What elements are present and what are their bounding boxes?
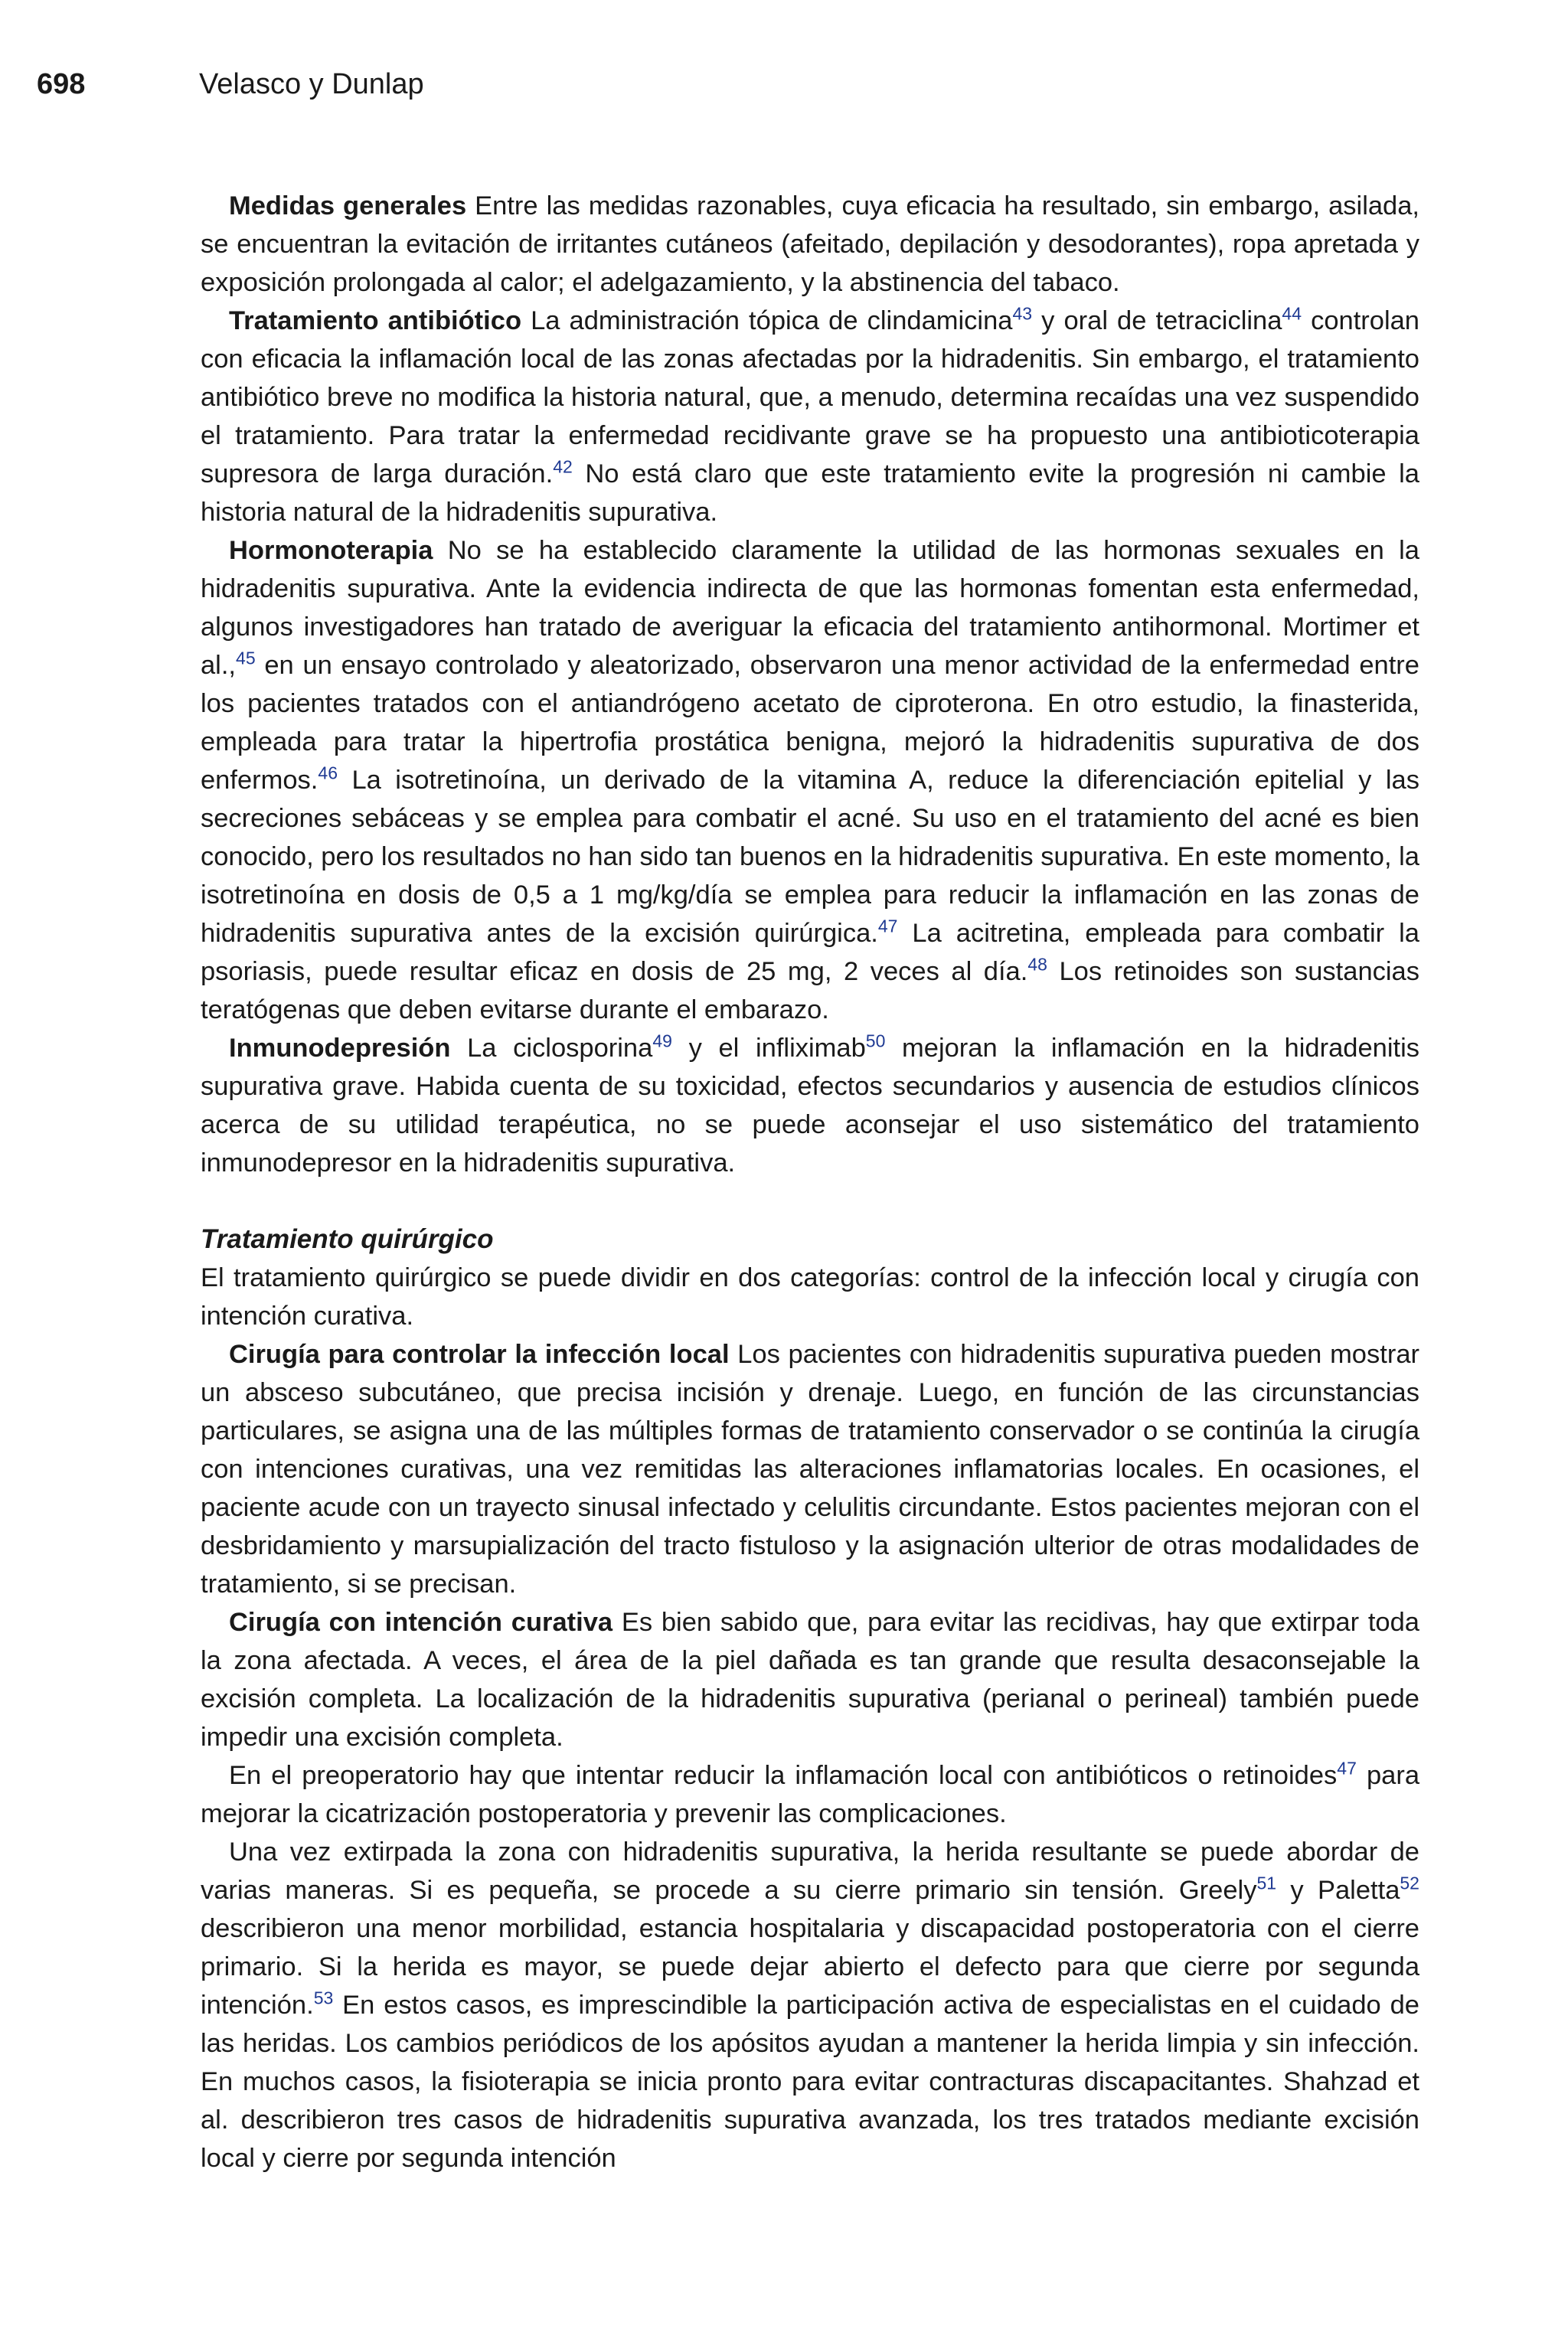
paragraph-text: y oral de tetraciclina [1032, 306, 1282, 335]
reference-link[interactable]: 50 [865, 1031, 886, 1051]
reference-link[interactable]: 44 [1282, 303, 1302, 324]
article-body [201, 187, 1419, 2177]
reference-link[interactable]: 47 [877, 916, 898, 936]
paragraph-text: La acitretina, empleada para combatir la psoriasis, puede resultar eficaz en dosis de 25 mg, 2 veces al día. [201, 919, 1419, 986]
paragraph-text: Los retinoides son sustancias teratógenas que deben evitarse durante el embarazo. [201, 957, 1419, 1024]
paragraph-text: Los pacientes con hidradenitis supurativa pueden mostrar un absceso subcutáneo, que precisa incisión y drenaje. Luego, en función de las circunstancias particulares, se asigna una de las múltiples formas de tratamiento conservador o se continúa la cirugía con intenciones curativas, una vez remitidas las alteraciones inflamatorias locales. En ocasiones, el paciente acude con un trayecto sinusal infectado y celulitis circundante. Estos pacientes mejoran con el desbridamiento y marsupialización del tracto fistuloso y la asignación ulterior de otras modalidades de tratamiento, si se precisan. [201, 1340, 1419, 1599]
reference-link[interactable]: 47 [1337, 1758, 1357, 1779]
paragraph-tratamiento-antibiotico [201, 302, 1419, 531]
reference-link[interactable]: 52 [1400, 1873, 1419, 1893]
reference-link[interactable]: 53 [313, 1988, 334, 2008]
paragraph-text: El tratamiento quirúrgico se puede dividir en dos categorías: control de la infección local y cirugía con intención curativa. [201, 1263, 1419, 1331]
page-number: 698 [37, 68, 86, 100]
paragraph-medidas-generales [201, 187, 1419, 302]
paragraph-intro-quirurgico [201, 1259, 1419, 1335]
run-in-heading: Inmunodepresión [229, 1034, 451, 1063]
run-in-heading: Medidas generales [229, 191, 467, 220]
paragraph-text: y Paletta [1276, 1876, 1400, 1905]
paragraph-text: La isotretinoína, un derivado de la vitamina A, reduce la diferenciación epitelial y las secreciones sebáceas y se emplea para combatir el acné. Su uso en el tratamiento del acné es bien conocido, pero los resultados no han sido tan buenos en la hidradenitis supurativa. En este momento, la isotretinoína en dosis de 0,5 a 1 mg/kg/día se emplea para reducir la inflamación en las zonas de hidradenitis supurativa antes de la excisión quirúrgica. [201, 766, 1419, 948]
running-head-authors: Velasco y Dunlap [199, 68, 424, 100]
paragraph-preoperatorio [201, 1756, 1419, 1833]
paragraph-text: Es bien sabido que, para evitar las recidivas, hay que extirpar toda la zona afectada. A veces, el área de la piel dañada es tan grande que resulta desaconsejable la excisión completa. La localización de la hidradenitis supurativa (perianal o perineal) también puede impedir una excisión completa. [201, 1608, 1419, 1752]
paragraph-text: No se ha establecido claramente la utilidad de las hormonas sexuales en la hidradenitis supurativa. Ante la evidencia indirecta de que las hormonas fomentan esta enfermedad, algunos investigadores han tratado de averiguar la eficacia del tratamiento antihormonal. Mortimer et al., [201, 536, 1419, 680]
paragraph-text: La ciclosporina [450, 1034, 653, 1063]
run-in-heading: Hormonoterapia [229, 536, 433, 565]
paragraph-cirugia-infeccion-local [201, 1335, 1419, 1603]
paragraph-text: en un ensayo controlado y aleatorizado, observaron una menor actividad de la enfermedad entre los pacientes tratados con el antiandrógeno acetato de ciproterona. En otro estudio, la finasterida, empleada para tratar la hipertrofia prostática benigna, mejoró la hidradenitis supurativa de dos enfermos. [201, 651, 1419, 795]
paragraph-text: y el infliximab [671, 1034, 866, 1063]
reference-link[interactable]: 48 [1027, 954, 1047, 975]
paragraph-inmunodepresion [201, 1029, 1419, 1182]
run-in-heading: Cirugía con intención curativa [229, 1608, 613, 1637]
paragraph-text: Una vez extirpada la zona con hidradenitis supurativa, la herida resultante se puede abordar de varias maneras. Si es pequeña, se procede a su cierre primario sin tensión. Greely [201, 1838, 1419, 1905]
paragraph-text: La administración tópica de clindamicina [521, 306, 1013, 335]
paragraph-herida-resultante [201, 1833, 1419, 2177]
paragraph-hormonoterapia [201, 531, 1419, 1029]
paragraph-text: En estos casos, es imprescindible la participación activa de especialistas en el cuidado de las heridas. Los cambios periódicos de los apósitos ayudan a mantener la herida limpia y sin infección. En muchos casos, la fisioterapia se inicia pronto para evitar contracturas discapacitantes. Shahzad et al. describieron tres casos de hidradenitis supurativa avanzada, los tres tratados mediante excisión local y cierre por segunda intención [201, 1991, 1419, 2173]
paragraph-text: controlan con eficacia la inflamación local de las zonas afectadas por la hidradenitis. Sin embargo, el tratamiento antibiótico breve no modifica la historia natural, que, a menudo, determina recaídas una vez suspendido el tratamiento. Para tratar la enfermedad recidivante grave se ha propuesto una antibioticoterapia supresora de larga duración. [201, 306, 1419, 488]
paragraph-text: Entre las medidas razonables, cuya eficacia ha resultado, sin embargo, asilada, se encuentran la evitación de irritantes cutáneos (afeitado, depilación y desodorantes), ropa apretada y exposición prolongada al calor; el adelgazamiento, y la abstinencia del tabaco. [201, 191, 1420, 297]
paragraph-text: mejoran la inflamación en la hidradenitis supurativa grave. Habida cuenta de su toxicidad, efectos secundarios y ausencia de estudios clínicos acerca de su utilidad terapéutica, no se puede aconsejar el uso sistemático del tratamiento inmunodepresor en la hidradenitis supurativa. [201, 1034, 1419, 1178]
section-heading: Tratamiento quirúrgico [201, 1224, 494, 1254]
reference-link[interactable]: 45 [236, 648, 256, 668]
reference-link[interactable]: 43 [1012, 303, 1033, 324]
run-in-heading: Tratamiento antibiótico [229, 306, 522, 335]
running-head [37, 66, 424, 103]
paragraph-text: No está claro que este tratamiento evite la progresión ni cambie la historia natural de la hidradenitis supurativa. [201, 459, 1419, 527]
reference-link[interactable]: 42 [553, 456, 573, 477]
paragraph-text: En el preoperatorio hay que intentar reducir la inflamación local con antibióticos o retinoides [229, 1761, 1338, 1790]
reference-link[interactable]: 51 [1256, 1873, 1277, 1893]
run-in-heading: Cirugía para controlar la infección local [229, 1340, 730, 1369]
reference-link[interactable]: 49 [652, 1031, 672, 1051]
paragraph-text: describieron una menor morbilidad, estancia hospitalaria y discapacidad postoperatoria con el cierre primario. Si la herida es mayor, se puede dejar abierto el defecto para que cierre por segunda intención. [201, 1914, 1419, 2020]
reference-link[interactable]: 46 [318, 763, 338, 783]
paragraph-text: para mejorar la cicatrización postoperatoria y prevenir las complicaciones. [201, 1761, 1420, 1828]
paragraph-cirugia-intencion-curativa [201, 1603, 1419, 1756]
